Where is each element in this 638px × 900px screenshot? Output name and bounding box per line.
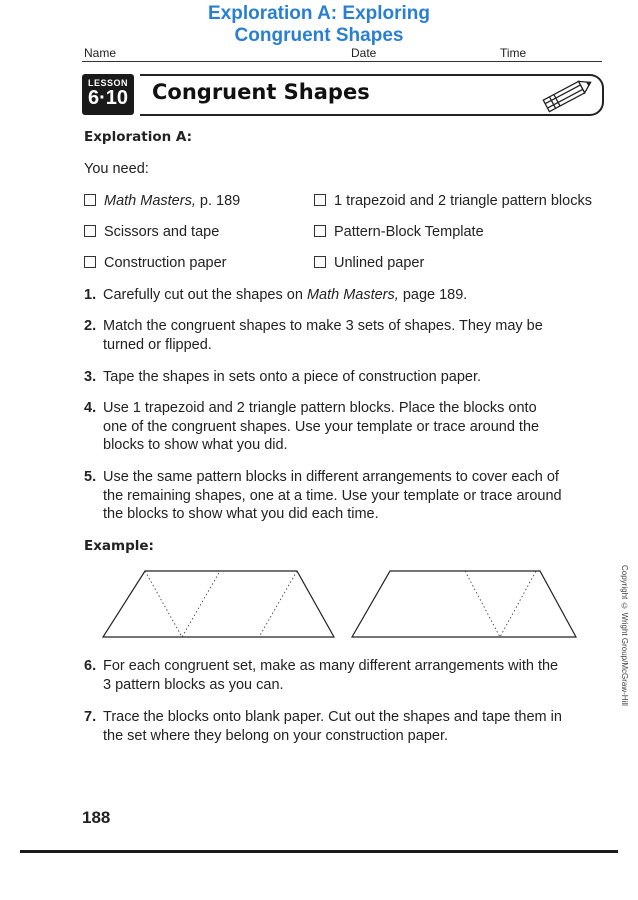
- checkbox-icon: [84, 194, 96, 206]
- checkbox-icon: [314, 194, 326, 206]
- dotted-triangle-outline: [465, 571, 536, 637]
- material-scissors-tape: Scissors and tape: [84, 223, 219, 242]
- material-construction-paper: Construction paper: [84, 254, 227, 273]
- you-need-label: You need:: [84, 161, 149, 177]
- checkbox-icon: [84, 256, 96, 268]
- page-heading-line2: Congruent Shapes: [234, 25, 404, 46]
- trapezoid-shape: [103, 571, 334, 637]
- name-label: Name: [84, 46, 117, 60]
- example-figure: [100, 568, 580, 640]
- material-unlined-paper: Unlined paper: [314, 254, 424, 273]
- material-template: Pattern-Block Template: [314, 223, 484, 242]
- example-label: Example:: [84, 538, 154, 554]
- material-pattern-blocks: 1 trapezoid and 2 triangle pattern blocks: [314, 192, 592, 211]
- bottom-rule: [20, 850, 618, 853]
- step-6: 6. For each congruent set, make as many different arrangements with the 3 pattern blocks as you can.: [84, 658, 559, 693]
- dotted-divider: [259, 571, 297, 637]
- checkbox-icon: [84, 225, 96, 237]
- dotted-triangle-outline: [145, 571, 220, 637]
- step-5: 5. Use the same pattern blocks in different arrangements to cover each of the remaining shapes, one at a time. Use your template or trace around the blocks to show what you did each time.: [84, 469, 562, 522]
- time-label: Time: [500, 46, 527, 60]
- lesson-badge: [82, 74, 134, 115]
- date-label: Date: [351, 46, 377, 60]
- copyright-notice: Copyright © Wright Group/McGraw-Hill: [620, 565, 629, 706]
- checkbox-icon: [314, 225, 326, 237]
- step-2: 2. Match the congruent shapes to make 3 sets of shapes. They may be turned or flipped.: [84, 318, 543, 353]
- lesson-title: Congruent Shapes: [152, 80, 370, 104]
- step-1: 1. Carefully cut out the shapes on Math Masters, page 189.: [84, 287, 468, 303]
- pencil-icon: [534, 74, 598, 118]
- step-7: 7. Trace the blocks onto blank paper. Cut out the shapes and tape them in the set where they belong on your construction paper.: [84, 709, 562, 744]
- header-rule: [82, 61, 602, 62]
- step-3: 3. Tape the shapes in sets onto a piece of construction paper.: [84, 369, 482, 385]
- lesson-label: LESSON: [87, 78, 128, 88]
- page-number: 188: [82, 808, 111, 827]
- checkbox-icon: [314, 256, 326, 268]
- material-math-masters: Math Masters, p. 189: [84, 192, 240, 211]
- step-4: 4. Use 1 trapezoid and 2 triangle pattern blocks. Place the blocks onto one of the congruent shapes. Use your template or trace around the blocks to show what you did.: [84, 400, 540, 453]
- exploration-label: Exploration A:: [84, 129, 193, 145]
- page-heading-line1: Exploration A: Exploring: [207, 3, 431, 24]
- lesson-number: 6·10: [87, 87, 129, 109]
- trapezoid-shape: [352, 571, 576, 637]
